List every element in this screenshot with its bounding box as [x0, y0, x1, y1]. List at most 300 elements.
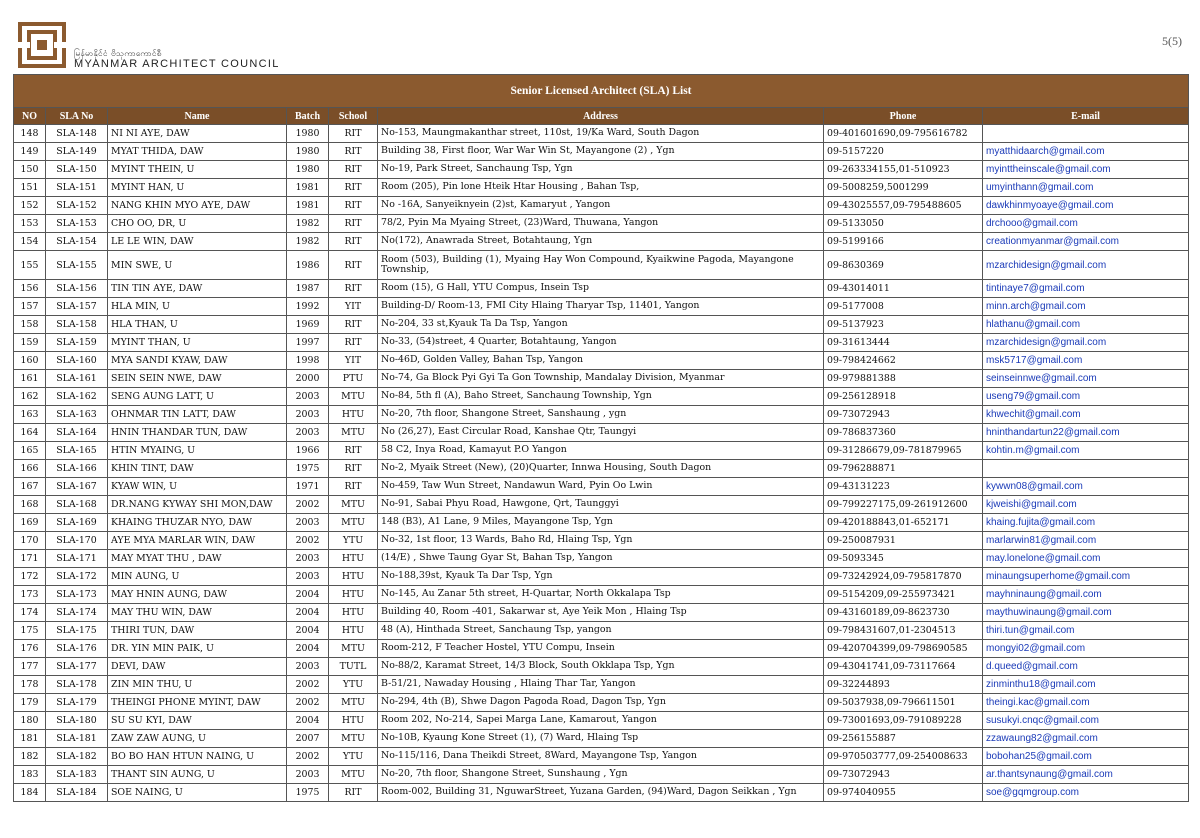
cell-school: YIT [329, 298, 378, 316]
cell-email[interactable]: dawkhinmyoaye@gmail.com [983, 197, 1189, 215]
cell-sla-no: SLA-149 [46, 143, 108, 161]
cell-phone: 09-401601690,09-795616782 [824, 125, 983, 143]
cell-no: 150 [14, 161, 46, 179]
cell-email[interactable]: bobohan25@gmail.com [983, 748, 1189, 766]
cell-name: MAY MYAT THU , DAW [108, 550, 287, 568]
cell-address: 148 (B3), A1 Lane, 9 Miles, Mayangone Tsp, Ygn [378, 514, 824, 532]
cell-address: No-2, Myaik Street (New), (20)Quarter, Innwa Housing, South Dagon [378, 460, 824, 478]
cell-address: Room (503), Building (1), Myaing Hay Won Compound, Kyaikwine Pagoda, Mayangone Township, [378, 251, 824, 280]
cell-sla-no: SLA-160 [46, 352, 108, 370]
cell-address: Room-212, F Teacher Hostel, YTU Compu, Insein [378, 640, 824, 658]
cell-phone: 09-5008259,5001299 [824, 179, 983, 197]
cell-phone: 09-5093345 [824, 550, 983, 568]
cell-batch: 1975 [287, 784, 329, 802]
cell-school: RIT [329, 784, 378, 802]
cell-email[interactable] [983, 125, 1189, 143]
cell-no: 151 [14, 179, 46, 197]
column-header-school: School [329, 108, 378, 125]
cell-phone: 09-798431607,01-2304513 [824, 622, 983, 640]
cell-phone: 09-73001693,09-791089228 [824, 712, 983, 730]
cell-school: HTU [329, 406, 378, 424]
table-row [14, 640, 1189, 658]
cell-batch: 2002 [287, 748, 329, 766]
cell-school: RIT [329, 197, 378, 215]
table-row [14, 694, 1189, 712]
cell-name: MYINT HAN, U [108, 179, 287, 197]
cell-email[interactable]: may.lonelone@gmail.com [983, 550, 1189, 568]
cell-name: AYE MYA MARLAR WIN, DAW [108, 532, 287, 550]
cell-sla-no: SLA-164 [46, 424, 108, 442]
cell-no: 160 [14, 352, 46, 370]
cell-phone: 09-250087931 [824, 532, 983, 550]
cell-address: No-19, Park Street, Sanchaung Tsp, Ygn [378, 161, 824, 179]
cell-email[interactable]: msk5717@gmail.com [983, 352, 1189, 370]
cell-school: RIT [329, 233, 378, 251]
cell-email[interactable]: mzarchidesign@gmail.com [983, 251, 1189, 280]
cell-email[interactable]: useng79@gmail.com [983, 388, 1189, 406]
column-header-sla-no: SLA No [46, 108, 108, 125]
cell-school: HTU [329, 712, 378, 730]
column-header-no: NO [14, 108, 46, 125]
cell-address: No-153, Maungmakanthar street, 110st, 19/Ka Ward, South Dagon [378, 125, 824, 143]
cell-sla-no: SLA-170 [46, 532, 108, 550]
cell-address: No-20, 7th floor, Shangone Street, Sanshaung , ygn [378, 406, 824, 424]
cell-school: MTU [329, 730, 378, 748]
cell-name: KHIN TINT, DAW [108, 460, 287, 478]
table-row [14, 316, 1189, 334]
cell-sla-no: SLA-151 [46, 179, 108, 197]
cell-address: No-33, (54)street, 4 Quarter, Botahtaung, Yangon [378, 334, 824, 352]
cell-name: MYA SANDI KYAW, DAW [108, 352, 287, 370]
cell-email[interactable]: minaungsuperhome@gmail.com [983, 568, 1189, 586]
column-header-batch: Batch [287, 108, 329, 125]
cell-address: 58 C2, Inya Road, Kamayut P.O Yangon [378, 442, 824, 460]
cell-email[interactable]: tintinaye7@gmail.com [983, 280, 1189, 298]
cell-address: No-46D, Golden Valley, Bahan Tsp, Yangon [378, 352, 824, 370]
org-name-burmese: မြန်မာနိုင်ငံ ဗိသုကာကောင်စီ [74, 49, 162, 58]
cell-no: 165 [14, 442, 46, 460]
cell-email[interactable]: khwechit@gmail.com [983, 406, 1189, 424]
table-row [14, 406, 1189, 424]
cell-phone: 09-73072943 [824, 766, 983, 784]
cell-email[interactable]: kohtin.m@gmail.com [983, 442, 1189, 460]
cell-no: 154 [14, 233, 46, 251]
cell-no: 155 [14, 251, 46, 280]
cell-school: MTU [329, 514, 378, 532]
cell-name: ZIN MIN THU, U [108, 676, 287, 694]
table-row [14, 280, 1189, 298]
cell-name: OHNMAR TIN LATT, DAW [108, 406, 287, 424]
cell-name: CHO OO, DR, U [108, 215, 287, 233]
cell-no: 183 [14, 766, 46, 784]
cell-phone: 09-73242924,09-795817870 [824, 568, 983, 586]
cell-email[interactable]: susukyi.cnqc@gmail.com [983, 712, 1189, 730]
cell-address: (14/E) , Shwe Taung Gyar St, Bahan Tsp, Yangon [378, 550, 824, 568]
cell-no: 171 [14, 550, 46, 568]
cell-phone: 09-31286679,09-781879965 [824, 442, 983, 460]
cell-email[interactable] [983, 460, 1189, 478]
cell-phone: 09-43041741,09-73117664 [824, 658, 983, 676]
table-row [14, 125, 1189, 143]
cell-sla-no: SLA-181 [46, 730, 108, 748]
table-row [14, 604, 1189, 622]
table-row [14, 550, 1189, 568]
cell-batch: 2002 [287, 532, 329, 550]
cell-no: 159 [14, 334, 46, 352]
page-number: 5(5) [1162, 34, 1182, 48]
cell-email[interactable]: ar.thantsynaung@gmail.com [983, 766, 1189, 784]
cell-sla-no: SLA-150 [46, 161, 108, 179]
table-row [14, 215, 1189, 233]
cell-batch: 2004 [287, 712, 329, 730]
cell-email[interactable]: hlathanu@gmail.com [983, 316, 1189, 334]
cell-address: Room 202, No-214, Sapei Marga Lane, Kamarout, Yangon [378, 712, 824, 730]
cell-phone: 09-979881388 [824, 370, 983, 388]
cell-sla-no: SLA-156 [46, 280, 108, 298]
cell-no: 182 [14, 748, 46, 766]
cell-sla-no: SLA-165 [46, 442, 108, 460]
cell-sla-no: SLA-180 [46, 712, 108, 730]
cell-email[interactable]: mayhninaung@gmail.com [983, 586, 1189, 604]
cell-email[interactable]: minn.arch@gmail.com [983, 298, 1189, 316]
cell-phone: 09-256128918 [824, 388, 983, 406]
cell-name: TIN TIN AYE, DAW [108, 280, 287, 298]
cell-email[interactable]: seinseinnwe@gmail.com [983, 370, 1189, 388]
cell-email[interactable]: marlarwin81@gmail.com [983, 532, 1189, 550]
cell-batch: 2004 [287, 622, 329, 640]
cell-batch: 2004 [287, 640, 329, 658]
table-row [14, 143, 1189, 161]
cell-name: MYAT THIDA, DAW [108, 143, 287, 161]
cell-no: 157 [14, 298, 46, 316]
cell-sla-no: SLA-154 [46, 233, 108, 251]
cell-phone: 09-5137923 [824, 316, 983, 334]
cell-phone: 09-32244893 [824, 676, 983, 694]
cell-phone: 09-43160189,09-8623730 [824, 604, 983, 622]
cell-phone: 09-256155887 [824, 730, 983, 748]
cell-name: THANT SIN AUNG, U [108, 766, 287, 784]
cell-name: KHAING THUZAR NYO, DAW [108, 514, 287, 532]
cell-name: HNIN THANDAR TUN, DAW [108, 424, 287, 442]
cell-address: B-51/21, Nawaday Housing , Hlaing Thar Tar, Yangon [378, 676, 824, 694]
cell-batch: 2000 [287, 370, 329, 388]
cell-name: BO BO HAN HTUN NAING, U [108, 748, 287, 766]
table-row [14, 568, 1189, 586]
cell-school: HTU [329, 586, 378, 604]
cell-email[interactable]: zzawaung82@gmail.com [983, 730, 1189, 748]
council-logo-icon [18, 22, 66, 68]
table-row [14, 514, 1189, 532]
cell-school: MTU [329, 766, 378, 784]
cell-name: DR.NANG KYWAY SHI MON,DAW [108, 496, 287, 514]
cell-school: RIT [329, 161, 378, 179]
cell-phone: 09-5157220 [824, 143, 983, 161]
cell-name: SU SU KYI, DAW [108, 712, 287, 730]
cell-email[interactable]: myinttheinscale@gmail.com [983, 161, 1189, 179]
table-row [14, 784, 1189, 802]
cell-name: NANG KHIN MYO AYE, DAW [108, 197, 287, 215]
cell-email[interactable]: thiri.tun@gmail.com [983, 622, 1189, 640]
cell-name: SOE NAING, U [108, 784, 287, 802]
cell-address: Building-D/ Room-13, FMI City Hlaing Tharyar Tsp, 11401, Yangon [378, 298, 824, 316]
cell-address: 48 (A), Hinthada Street, Sanchaung Tsp, yangon [378, 622, 824, 640]
cell-batch: 1982 [287, 233, 329, 251]
column-header-name: Name [108, 108, 287, 125]
cell-address: Building 38, First floor, War War Win St, Mayangone (2) , Ygn [378, 143, 824, 161]
table-row [14, 622, 1189, 640]
cell-email[interactable]: mongyi02@gmail.com [983, 640, 1189, 658]
cell-no: 148 [14, 125, 46, 143]
cell-phone: 09-263334155,01-510923 [824, 161, 983, 179]
cell-phone: 09-796288871 [824, 460, 983, 478]
cell-phone: 09-970503777,09-254008633 [824, 748, 983, 766]
cell-name: MIN AUNG, U [108, 568, 287, 586]
cell-email[interactable]: drchooo@gmail.com [983, 215, 1189, 233]
cell-batch: 1987 [287, 280, 329, 298]
cell-name: HLA MIN, U [108, 298, 287, 316]
cell-school: MTU [329, 424, 378, 442]
cell-batch: 2003 [287, 514, 329, 532]
cell-school: YIT [329, 352, 378, 370]
cell-no: 180 [14, 712, 46, 730]
table-row [14, 233, 1189, 251]
cell-name: SEIN SEIN NWE, DAW [108, 370, 287, 388]
cell-batch: 2003 [287, 550, 329, 568]
cell-sla-no: SLA-159 [46, 334, 108, 352]
cell-no: 162 [14, 388, 46, 406]
table-row [14, 352, 1189, 370]
cell-email[interactable]: kjweishi@gmail.com [983, 496, 1189, 514]
cell-address: No-32, 1st floor, 13 Wards, Baho Rd, Hlaing Tsp, Ygn [378, 532, 824, 550]
table-row [14, 460, 1189, 478]
cell-phone: 09-43131223 [824, 478, 983, 496]
column-header-address: Address [378, 108, 824, 125]
cell-sla-no: SLA-158 [46, 316, 108, 334]
cell-batch: 1966 [287, 442, 329, 460]
cell-no: 173 [14, 586, 46, 604]
cell-batch: 1981 [287, 197, 329, 215]
cell-sla-no: SLA-169 [46, 514, 108, 532]
cell-name: MAY HNIN AUNG, DAW [108, 586, 287, 604]
cell-phone: 09-5133050 [824, 215, 983, 233]
cell-school: HTU [329, 550, 378, 568]
cell-email[interactable]: creationmyanmar@gmail.com [983, 233, 1189, 251]
org-name: MYANMAR ARCHITECT COUNCIL [74, 58, 280, 70]
cell-batch: 2002 [287, 676, 329, 694]
cell-sla-no: SLA-166 [46, 460, 108, 478]
cell-school: YTU [329, 532, 378, 550]
cell-batch: 2004 [287, 586, 329, 604]
cell-sla-no: SLA-148 [46, 125, 108, 143]
cell-email[interactable]: hninthandartun22@gmail.com [983, 424, 1189, 442]
cell-sla-no: SLA-179 [46, 694, 108, 712]
cell-phone: 09-8630369 [824, 251, 983, 280]
cell-school: RIT [329, 460, 378, 478]
cell-school: RIT [329, 334, 378, 352]
cell-sla-no: SLA-162 [46, 388, 108, 406]
cell-no: 175 [14, 622, 46, 640]
cell-address: Room (205), Pin lone Hteik Htar Housing , Bahan Tsp, [378, 179, 824, 197]
cell-batch: 1992 [287, 298, 329, 316]
cell-address: No-188,39st, Kyauk Ta Dar Tsp, Ygn [378, 568, 824, 586]
cell-no: 178 [14, 676, 46, 694]
cell-batch: 1971 [287, 478, 329, 496]
cell-name: MAY THU WIN, DAW [108, 604, 287, 622]
cell-batch: 2003 [287, 424, 329, 442]
cell-no: 177 [14, 658, 46, 676]
cell-no: 168 [14, 496, 46, 514]
table-body [14, 125, 1189, 802]
table-row [14, 478, 1189, 496]
cell-school: RIT [329, 251, 378, 280]
cell-sla-no: SLA-163 [46, 406, 108, 424]
cell-address: 78/2, Pyin Ma Myaing Street, (23)Ward, Thuwana, Yangon [378, 215, 824, 233]
cell-school: YTU [329, 676, 378, 694]
cell-no: 176 [14, 640, 46, 658]
cell-batch: 2002 [287, 694, 329, 712]
cell-email[interactable]: soe@gqmgroup.com [983, 784, 1189, 802]
table-row [14, 197, 1189, 215]
cell-email[interactable]: d.queed@gmail.com [983, 658, 1189, 676]
cell-school: MTU [329, 496, 378, 514]
cell-school: PTU [329, 370, 378, 388]
cell-no: 181 [14, 730, 46, 748]
cell-name: MYINT THEIN, U [108, 161, 287, 179]
cell-sla-no: SLA-175 [46, 622, 108, 640]
cell-no: 179 [14, 694, 46, 712]
cell-sla-no: SLA-173 [46, 586, 108, 604]
cell-name: HLA THAN, U [108, 316, 287, 334]
cell-sla-no: SLA-178 [46, 676, 108, 694]
cell-address: No-204, 33 st,Kyauk Ta Da Tsp, Yangon [378, 316, 824, 334]
table-row [14, 532, 1189, 550]
column-header-phone: Phone [824, 108, 983, 125]
cell-sla-no: SLA-171 [46, 550, 108, 568]
column-header-email: E-mail [983, 108, 1189, 125]
cell-batch: 2003 [287, 388, 329, 406]
cell-name: DEVI, DAW [108, 658, 287, 676]
cell-email[interactable]: myatthidaarch@gmail.com [983, 143, 1189, 161]
cell-school: MTU [329, 694, 378, 712]
cell-no: 166 [14, 460, 46, 478]
cell-address: No-145, Au Zanar 5th street, H-Quartar, North Okkalapa Tsp [378, 586, 824, 604]
cell-sla-no: SLA-183 [46, 766, 108, 784]
table-row [14, 298, 1189, 316]
cell-sla-no: SLA-172 [46, 568, 108, 586]
table-row [14, 442, 1189, 460]
cell-email[interactable]: kywwn08@gmail.com [983, 478, 1189, 496]
table-row [14, 251, 1189, 280]
cell-batch: 2003 [287, 766, 329, 784]
cell-sla-no: SLA-152 [46, 197, 108, 215]
cell-no: 153 [14, 215, 46, 233]
cell-phone: 09-31613444 [824, 334, 983, 352]
cell-address: No-88/2, Karamat Street, 14/3 Block, South Okklapa Tsp, Ygn [378, 658, 824, 676]
cell-sla-no: SLA-182 [46, 748, 108, 766]
cell-no: 161 [14, 370, 46, 388]
cell-sla-no: SLA-177 [46, 658, 108, 676]
cell-phone: 09-974040955 [824, 784, 983, 802]
cell-school: RIT [329, 442, 378, 460]
sla-table [13, 74, 1189, 802]
cell-email[interactable]: maythuwinaung@gmail.com [983, 604, 1189, 622]
cell-name: THEINGI PHONE MYINT, DAW [108, 694, 287, 712]
cell-batch: 2003 [287, 658, 329, 676]
cell-name: HTIN MYAING, U [108, 442, 287, 460]
cell-no: 170 [14, 532, 46, 550]
table-row [14, 370, 1189, 388]
table-row [14, 676, 1189, 694]
cell-no: 167 [14, 478, 46, 496]
cell-school: RIT [329, 125, 378, 143]
cell-address: No (26,27), East Circular Road, Kanshae Qtr, Taungyi [378, 424, 824, 442]
cell-address: Room-002, Building 31, NguwarStreet, Yuzana Garden, (94)Ward, Dagon Seikkan , Ygn [378, 784, 824, 802]
table-row [14, 748, 1189, 766]
cell-batch: 2007 [287, 730, 329, 748]
cell-address: No-294, 4th (B), Shwe Dagon Pagoda Road, Dagon Tsp, Ygn [378, 694, 824, 712]
cell-no: 163 [14, 406, 46, 424]
cell-email[interactable]: umyinthann@gmail.com [983, 179, 1189, 197]
cell-no: 149 [14, 143, 46, 161]
cell-sla-no: SLA-174 [46, 604, 108, 622]
cell-address: No-20, 7th floor, Shangone Street, Sunshaung , Ygn [378, 766, 824, 784]
cell-email[interactable]: mzarchidesign@gmail.com [983, 334, 1189, 352]
cell-batch: 1981 [287, 179, 329, 197]
cell-sla-no: SLA-184 [46, 784, 108, 802]
cell-address: No-10B, Kyaung Kone Street (1), (7) Ward, Hlaing Tsp [378, 730, 824, 748]
cell-phone: 09-798424662 [824, 352, 983, 370]
cell-email[interactable]: theingi.kac@gmail.com [983, 694, 1189, 712]
cell-phone: 09-5177008 [824, 298, 983, 316]
table-row [14, 766, 1189, 784]
cell-phone: 09-420188843,01-652171 [824, 514, 983, 532]
cell-email[interactable]: khaing.fujita@gmail.com [983, 514, 1189, 532]
cell-sla-no: SLA-155 [46, 251, 108, 280]
cell-address: Room (15), G Hall, YTU Compus, Insein Tsp [378, 280, 824, 298]
table-row [14, 334, 1189, 352]
table-row [14, 179, 1189, 197]
cell-sla-no: SLA-157 [46, 298, 108, 316]
document-header [0, 0, 1200, 74]
cell-school: YTU [329, 748, 378, 766]
table-row [14, 586, 1189, 604]
cell-no: 172 [14, 568, 46, 586]
cell-batch: 2002 [287, 496, 329, 514]
cell-batch: 1980 [287, 125, 329, 143]
cell-school: HTU [329, 622, 378, 640]
cell-phone: 09-43025557,09-795488605 [824, 197, 983, 215]
cell-name: SENG AUNG LATT, U [108, 388, 287, 406]
cell-sla-no: SLA-161 [46, 370, 108, 388]
cell-phone: 09-799227175,09-261912600 [824, 496, 983, 514]
cell-batch: 2004 [287, 604, 329, 622]
cell-batch: 1986 [287, 251, 329, 280]
cell-batch: 1969 [287, 316, 329, 334]
cell-address: No-459, Taw Wun Street, Nandawun Ward, Pyin Oo Lwin [378, 478, 824, 496]
table-row [14, 658, 1189, 676]
cell-email[interactable]: zinminthu18@gmail.com [983, 676, 1189, 694]
cell-batch: 2003 [287, 406, 329, 424]
table-row [14, 388, 1189, 406]
cell-address: No -16A, Sanyeiknyein (2)st, Kamaryut , Yangon [378, 197, 824, 215]
cell-name: THIRI TUN, DAW [108, 622, 287, 640]
cell-school: MTU [329, 388, 378, 406]
cell-batch: 1975 [287, 460, 329, 478]
cell-no: 156 [14, 280, 46, 298]
cell-phone: 09-420704399,09-798690585 [824, 640, 983, 658]
cell-address: No-74, Ga Block Pyi Gyi Ta Gon Township, Mandalay Division, Myanmar [378, 370, 824, 388]
cell-school: MTU [329, 640, 378, 658]
